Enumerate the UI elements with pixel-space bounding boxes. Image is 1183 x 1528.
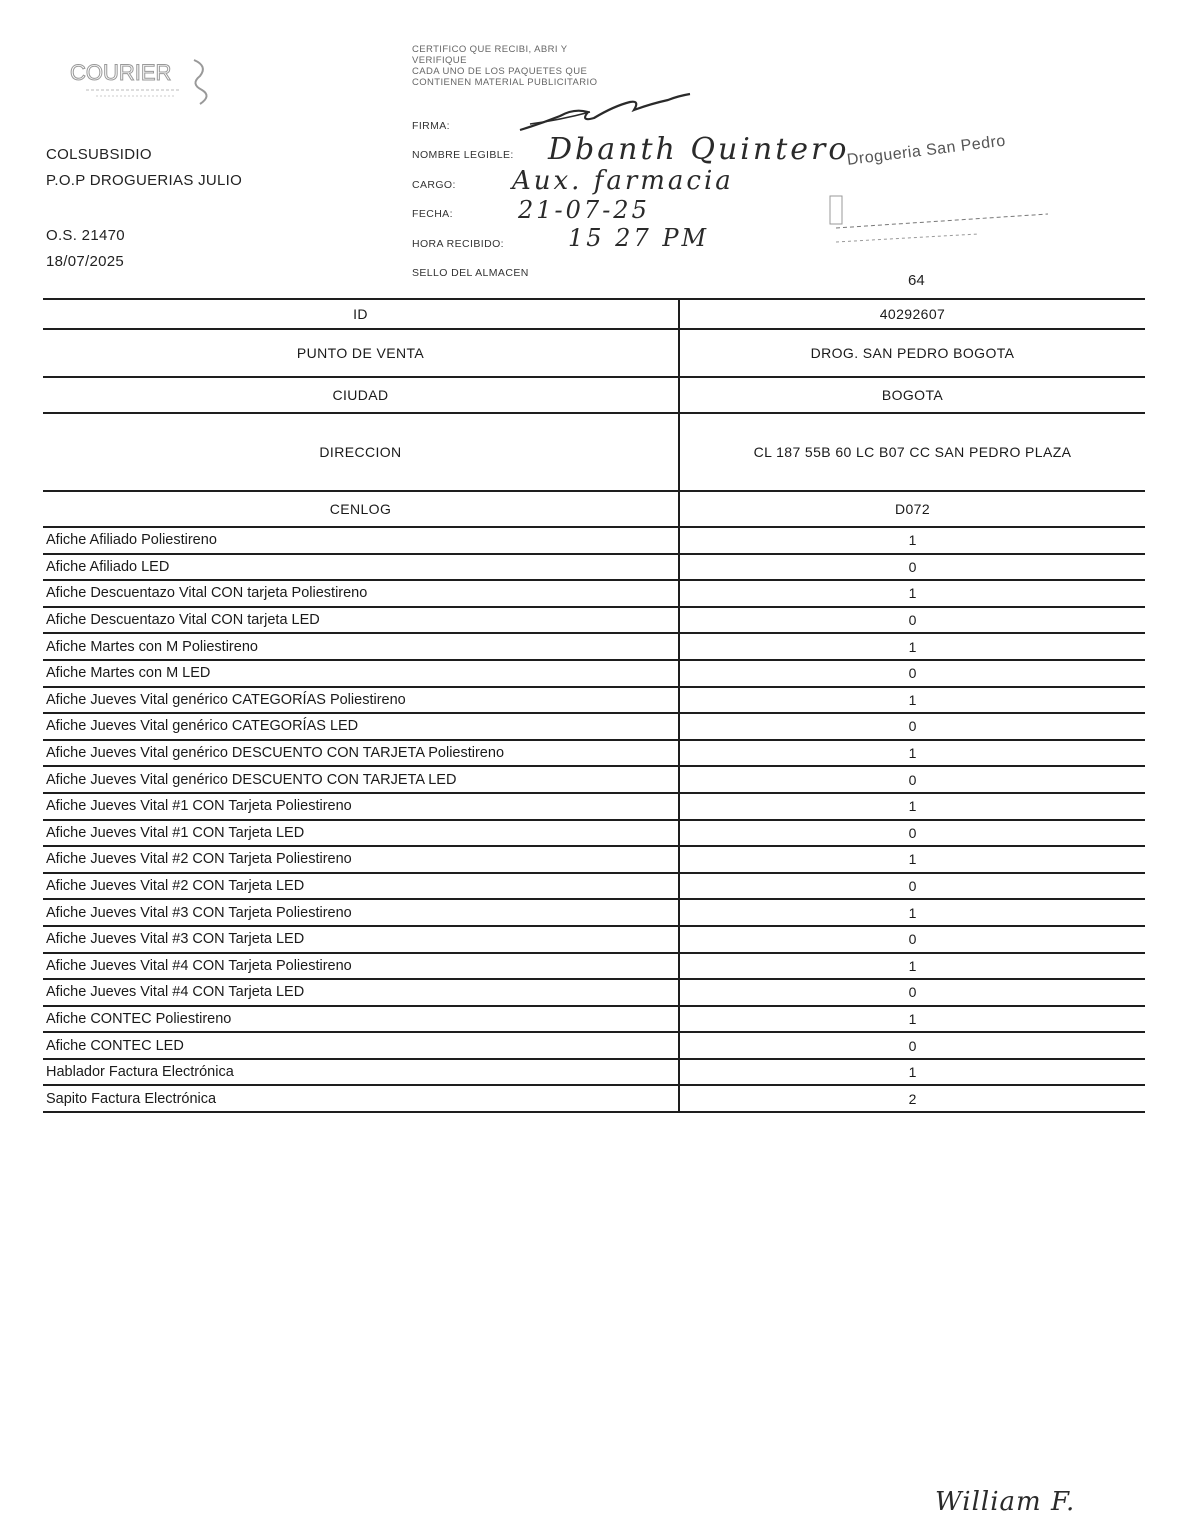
item-row [43, 927, 1145, 954]
item-qty: 0 [908, 824, 917, 841]
item-qty: 0 [908, 878, 917, 895]
item-qty: 0 [908, 931, 917, 948]
order-date: 18/07/2025 [46, 253, 125, 270]
item-row [43, 608, 1145, 635]
item-qty: 1 [908, 904, 917, 921]
footer-signature: William F. [935, 1487, 1076, 1517]
cert-line: CADA UNO DE LOS PAQUETES QUE [412, 66, 588, 77]
item-row [43, 1007, 1145, 1034]
firma-label: FIRMA: [412, 120, 450, 132]
item-qty: 0 [908, 718, 917, 735]
item-row [43, 794, 1145, 821]
info-label: DIRECCION [43, 414, 680, 490]
item-row [43, 581, 1145, 608]
info-value: BOGOTA [881, 387, 944, 403]
info-value: DROG. SAN PEDRO BOGOTA [810, 345, 1015, 361]
item-name: Afiche Jueves Vital #1 CON Tarjeta LED [43, 821, 680, 846]
item-name: Afiche Jueves Vital #4 CON Tarjeta Poliestireno [43, 954, 680, 979]
item-name: Afiche Jueves Vital #4 CON Tarjeta LED [43, 980, 680, 1005]
item-name: Afiche Afiliado Poliestireno [43, 528, 680, 553]
item-name: Afiche Jueves Vital #2 CON Tarjeta LED [43, 874, 680, 899]
info-label: CENLOG [43, 492, 680, 526]
item-qty: 1 [908, 585, 917, 602]
item-name: Afiche Jueves Vital genérico CATEGORÍAS Poliestireno [43, 688, 680, 713]
logo-wordmark: COURIER [70, 60, 172, 85]
item-row [43, 741, 1145, 768]
order-number: O.S. 21470 [46, 227, 125, 244]
info-row-id [43, 298, 1145, 330]
item-row [43, 661, 1145, 688]
item-qty: 1 [908, 957, 917, 974]
item-name: Afiche Jueves Vital genérico DESCUENTO CON TARJETA Poliestireno [43, 741, 680, 766]
item-qty: 0 [908, 771, 917, 788]
item-name: Afiche Jueves Vital genérico CATEGORÍAS LED [43, 714, 680, 739]
item-qty: 1 [908, 851, 917, 868]
item-row [43, 528, 1145, 555]
info-row-punto-de-venta [43, 330, 1145, 378]
handwritten-name: Dbanth Quintero [548, 132, 850, 167]
info-row-cenlog [43, 492, 1145, 528]
info-row-direccion [43, 414, 1145, 492]
item-row [43, 634, 1145, 661]
item-row [43, 954, 1145, 981]
item-row [43, 847, 1145, 874]
info-value: CL 187 55B 60 LC B07 CC SAN PEDRO PLAZA [753, 444, 1072, 460]
item-qty: 0 [908, 984, 917, 1001]
hora-label: HORA RECIBIDO: [412, 238, 504, 250]
item-name: Afiche Jueves Vital #3 CON Tarjeta Poliestireno [43, 900, 680, 925]
item-name: Sapito Factura Electrónica [43, 1086, 680, 1111]
handwritten-position: Aux. farmacia [512, 166, 734, 196]
info-label: ID [43, 300, 680, 328]
item-qty: 0 [908, 1037, 917, 1054]
item-name: Afiche Martes con M Poliestireno [43, 634, 680, 659]
courier-logo [66, 52, 226, 110]
sello-label: SELLO DEL ALMACEN [412, 267, 529, 279]
item-row [43, 874, 1145, 901]
item-row [43, 1033, 1145, 1060]
info-label: PUNTO DE VENTA [43, 330, 680, 376]
item-qty: 1 [908, 798, 917, 815]
item-qty: 1 [908, 1010, 917, 1027]
cert-line: CERTIFICO QUE RECIBI, ABRI Y [412, 44, 568, 55]
info-row-ciudad [43, 378, 1145, 414]
item-row [43, 555, 1145, 582]
item-name: Afiche Jueves Vital genérico DESCUENTO CON TARJETA LED [43, 767, 680, 792]
item-name: Afiche CONTEC LED [43, 1033, 680, 1058]
campaign-title: P.O.P DROGUERIAS JULIO [46, 172, 243, 189]
company-name: COLSUBSIDIO [46, 146, 152, 163]
item-row [43, 821, 1145, 848]
cert-line: CONTIENEN MATERIAL PUBLICITARIO [412, 77, 598, 88]
certificate-text [412, 44, 702, 88]
item-qty: 0 [908, 612, 917, 629]
item-qty: 1 [908, 691, 917, 708]
nombre-label: NOMBRE LEGIBLE: [412, 149, 514, 161]
item-qty: 0 [908, 558, 917, 575]
info-label: CIUDAD [43, 378, 680, 412]
fecha-label: FECHA: [412, 208, 453, 220]
info-value: D072 [894, 501, 931, 517]
item-qty: 1 [908, 745, 917, 762]
delivery-table [43, 298, 1145, 1113]
item-name: Afiche Afiliado LED [43, 555, 680, 580]
handwritten-time: 15 27 PM [568, 224, 710, 252]
package-count: 64 [908, 272, 925, 289]
info-value: 40292607 [879, 306, 946, 322]
item-row [43, 767, 1145, 794]
cert-line: VERIFIQUE [412, 55, 467, 66]
item-name: Afiche Jueves Vital #1 CON Tarjeta Poliestireno [43, 794, 680, 819]
item-name: Afiche Martes con M LED [43, 661, 680, 686]
item-row [43, 1060, 1145, 1087]
handwritten-date: 21-07-25 [518, 196, 650, 224]
item-row [43, 714, 1145, 741]
item-qty: 1 [908, 638, 917, 655]
item-qty: 2 [908, 1090, 917, 1107]
item-name: Afiche CONTEC Poliestireno [43, 1007, 680, 1032]
item-row [43, 688, 1145, 715]
item-row [43, 1086, 1145, 1113]
item-name: Afiche Descuentazo Vital CON tarjeta Poliestireno [43, 581, 680, 606]
item-name: Hablador Factura Electrónica [43, 1060, 680, 1085]
item-qty: 1 [908, 532, 917, 549]
item-name: Afiche Jueves Vital #2 CON Tarjeta Poliestireno [43, 847, 680, 872]
item-row [43, 980, 1145, 1007]
item-qty: 0 [908, 665, 917, 682]
item-qty: 1 [908, 1064, 917, 1081]
item-name: Afiche Descuentazo Vital CON tarjeta LED [43, 608, 680, 633]
cargo-label: CARGO: [412, 179, 456, 191]
item-name: Afiche Jueves Vital #3 CON Tarjeta LED [43, 927, 680, 952]
item-row [43, 900, 1145, 927]
stamp-text: Drogueria San Pedro [846, 132, 1007, 169]
